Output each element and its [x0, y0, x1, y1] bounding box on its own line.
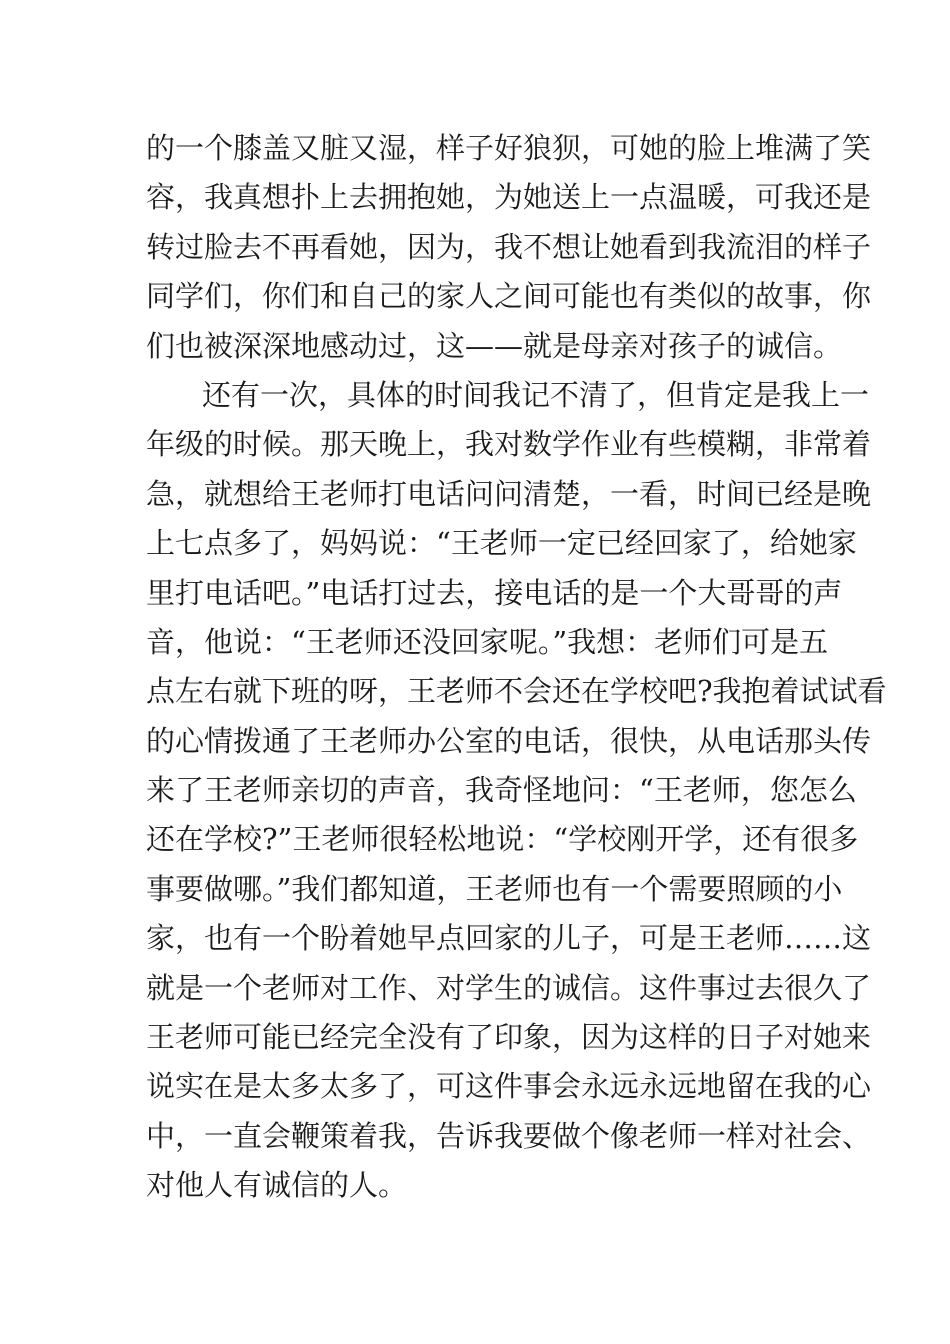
text-line: 的心情拨通了王老师办公室的电话，很快，从电话那头传: [146, 723, 872, 758]
text-line: 还有一次，具体的时间我记不清了，但肯定是我上一: [202, 377, 870, 412]
text-line: 还在学校?”王老师很轻松地说：“学校刚开学，还有很多: [146, 822, 859, 857]
text-line: 说实在是太多太多了，可这件事会永远永远地留在我的心: [146, 1069, 872, 1104]
text-line: 事要做哪。”我们都知道，王老师也有一个需要照顾的小: [146, 871, 843, 906]
text-line: 们也被深深地感动过，这——就是母亲对孩子的诚信。: [146, 328, 843, 363]
text-line: 来了王老师亲切的声音，我奇怪地问：“王老师，您怎么: [146, 773, 857, 808]
text-line: 年级的时候。那天晚上，我对数学作业有些模糊，非常着: [146, 427, 872, 462]
text-line: 家，也有一个盼着她早点回家的儿子，可是王老师……这: [146, 921, 872, 956]
text-line: 转过脸去不再看她，因为，我不想让她看到我流泪的样子: [146, 229, 872, 264]
text-line: 的一个膝盖又脏又湿，样子好狼狈，可她的脸上堆满了笑: [146, 131, 872, 165]
text-line: 里打电话吧。”电话打过去，接电话的是一个大哥哥的声: [146, 575, 843, 610]
body-text: [146, 124, 887, 1211]
text-line: 音，他说：“王老师还没回家呢。”我想：老师们可是五: [146, 624, 829, 659]
text-line: 同学们，你们和自己的家人之间可能也有类似的故事，你: [146, 279, 872, 314]
text-line: 中，一直会鞭策着我，告诉我要做个像老师一样对社会、: [146, 1118, 872, 1153]
text-line: 急，就想给王老师打电话问问清楚，一看，时间已经是晚: [146, 476, 872, 511]
paragraph-2: [146, 371, 887, 1211]
text-line: 对他人有诚信的人。: [146, 1168, 408, 1203]
text-line: 王老师可能已经完全没有了印象，因为这样的日子对她来: [146, 1020, 872, 1055]
text-line: 点左右就下班的呀，王老师不会还在学校吧?我抱着试试看: [146, 674, 887, 709]
paragraph-1: [146, 124, 872, 371]
text-line: 容，我真想扑上去拥抱她，为她送上一点温暖，可我还是: [146, 180, 872, 215]
text-line: 上七点多了，妈妈说：“王老师一定已经回家了，给她家: [146, 526, 857, 561]
text-line: 就是一个老师对工作、对学生的诚信。这件事过去很久了: [146, 970, 872, 1005]
